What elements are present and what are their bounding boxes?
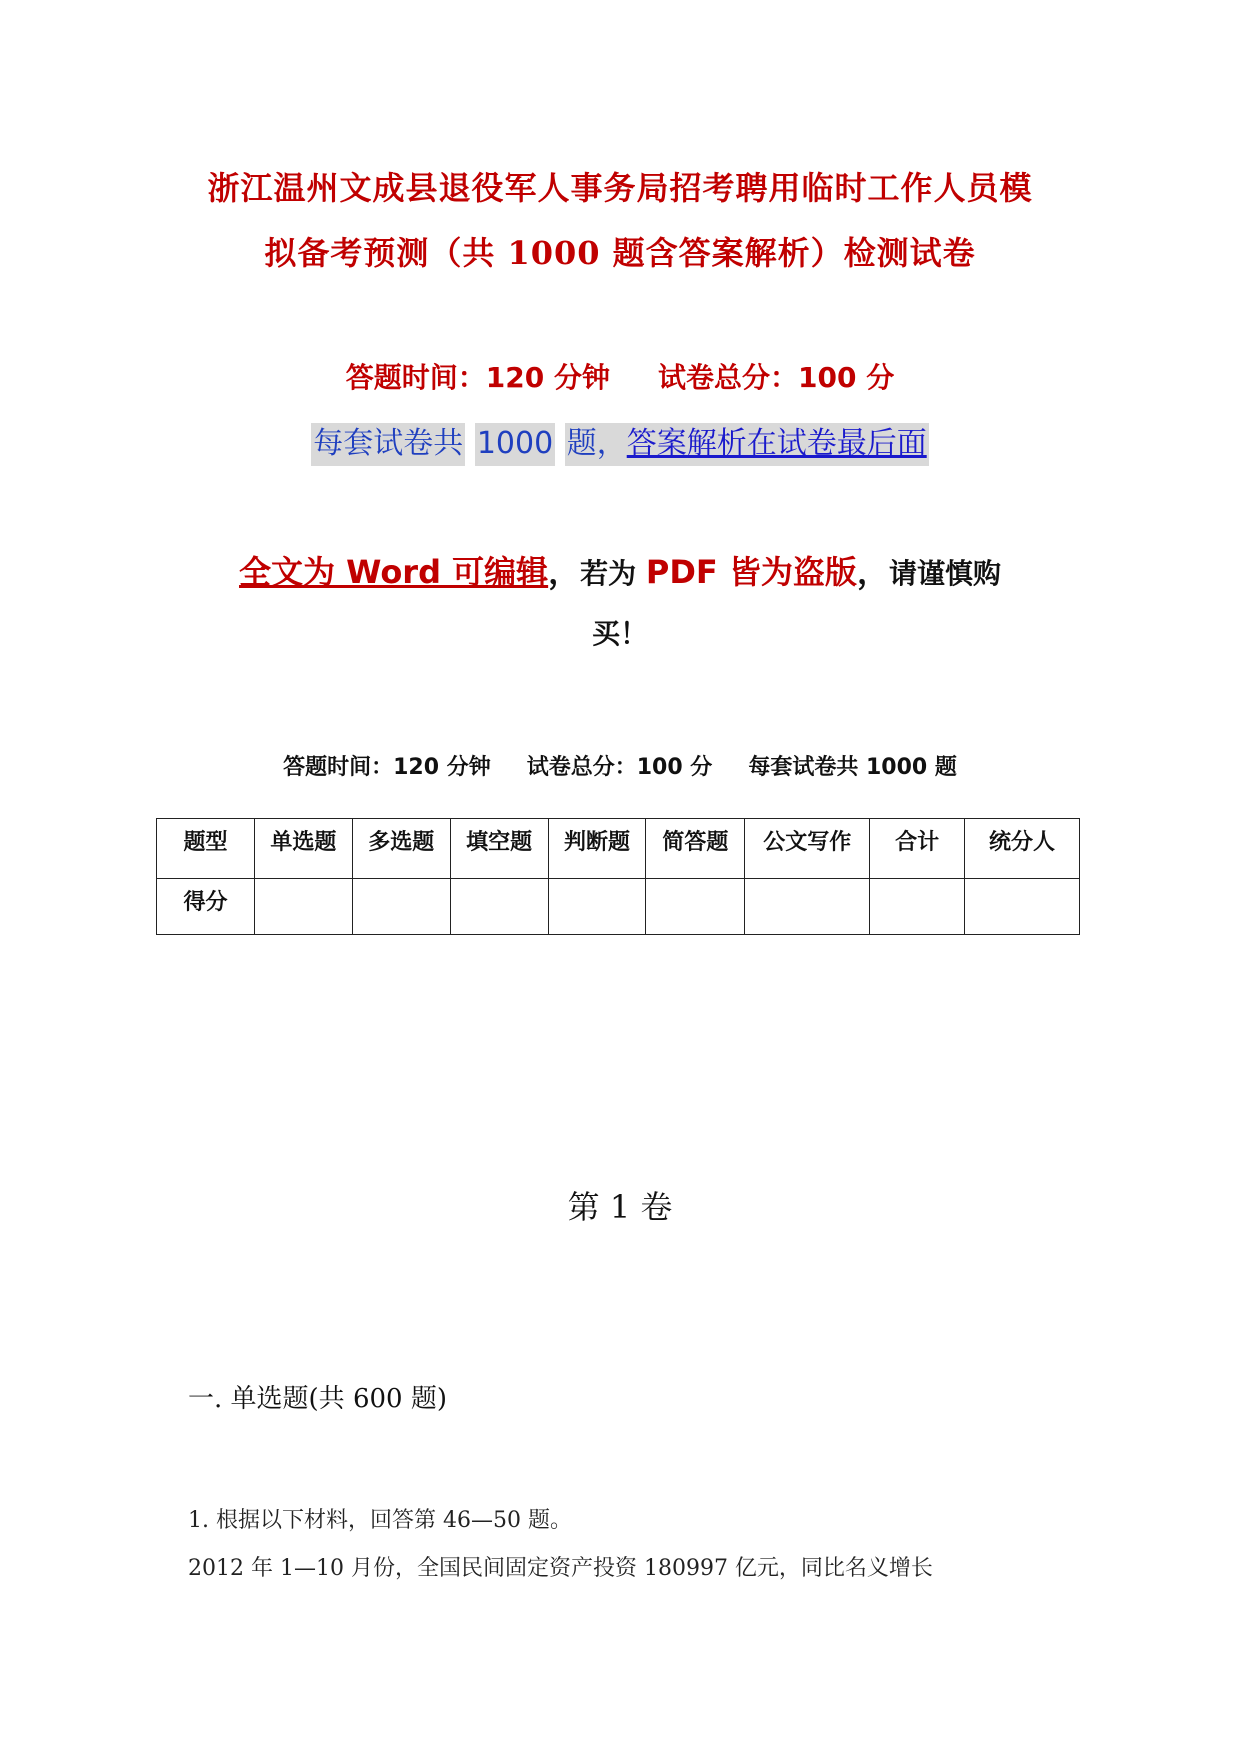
table-header-cell: 合计 [870,819,965,879]
table-row [157,879,1080,935]
notice-count: 1000 [475,423,555,466]
score-cell[interactable] [965,879,1080,935]
section-title: 一. 单选题(共 600 题) [188,1384,447,1414]
word-editable-notice: 全文为 Word 可编辑，若为 PDF 皆为盗版，请谨慎购 [239,553,1001,591]
answer-location-link[interactable]: 答案解析在试卷最后面 [626,426,927,461]
table-header-row [157,819,1080,879]
notice-suffix: 题，答案解析在试卷最后面 [565,423,929,466]
score-cell[interactable] [870,879,965,935]
summary-total: 试卷总分：100 分 [526,755,713,780]
table-header-cell: 公文写作 [745,819,870,879]
answer-time: 答题时间：120 分钟 [345,361,610,394]
score-cell[interactable] [548,879,646,935]
score-cell[interactable] [646,879,745,935]
score-cell[interactable] [745,879,870,935]
document-title-line-1: 浙江温州文成县退役军人事务局招考聘用临时工作人员模 [207,169,1033,207]
question-intro: 1. 根据以下材料，回答第 46—50 题。 [188,1508,572,1533]
document-title-line-2: 拟备考预测（共 1000 题含答案解析）检测试卷 [264,234,976,272]
table-header-cell: 单选题 [254,819,352,879]
question-material: 2012 年 1—10 月份，全国民间固定资产投资 180997 亿元，同比名义增长 [188,1556,933,1581]
score-row-label: 得分 [157,879,255,935]
pdf-piracy-text: PDF 皆为盗版 [645,553,857,591]
table-header-cell: 简答题 [646,819,745,879]
score-cell[interactable] [450,879,548,935]
exam-meta [0,356,1240,396]
table-header-cell: 填空题 [450,819,548,879]
score-cell[interactable] [352,879,450,935]
table-header-cell: 多选题 [352,819,450,879]
table-header-cell: 统分人 [965,819,1080,879]
notice-prefix: 每套试卷共 [311,423,465,466]
total-score: 试卷总分：100 分 [658,361,895,394]
summary-time: 答题时间：120 分钟 [283,755,491,780]
word-notice-line-2: 买！ [591,617,648,650]
score-table [156,818,1080,935]
question-count-notice [0,418,1240,462]
score-cell[interactable] [254,879,352,935]
table-header-cell: 题型 [157,819,255,879]
volume-heading: 第 1 卷 [567,1188,673,1226]
summary-count: 每套试卷共 1000 题 [748,755,957,780]
exam-summary [0,750,1240,781]
table-header-cell: 判断题 [548,819,646,879]
word-editable-text: 全文为 Word 可编辑 [239,553,549,591]
